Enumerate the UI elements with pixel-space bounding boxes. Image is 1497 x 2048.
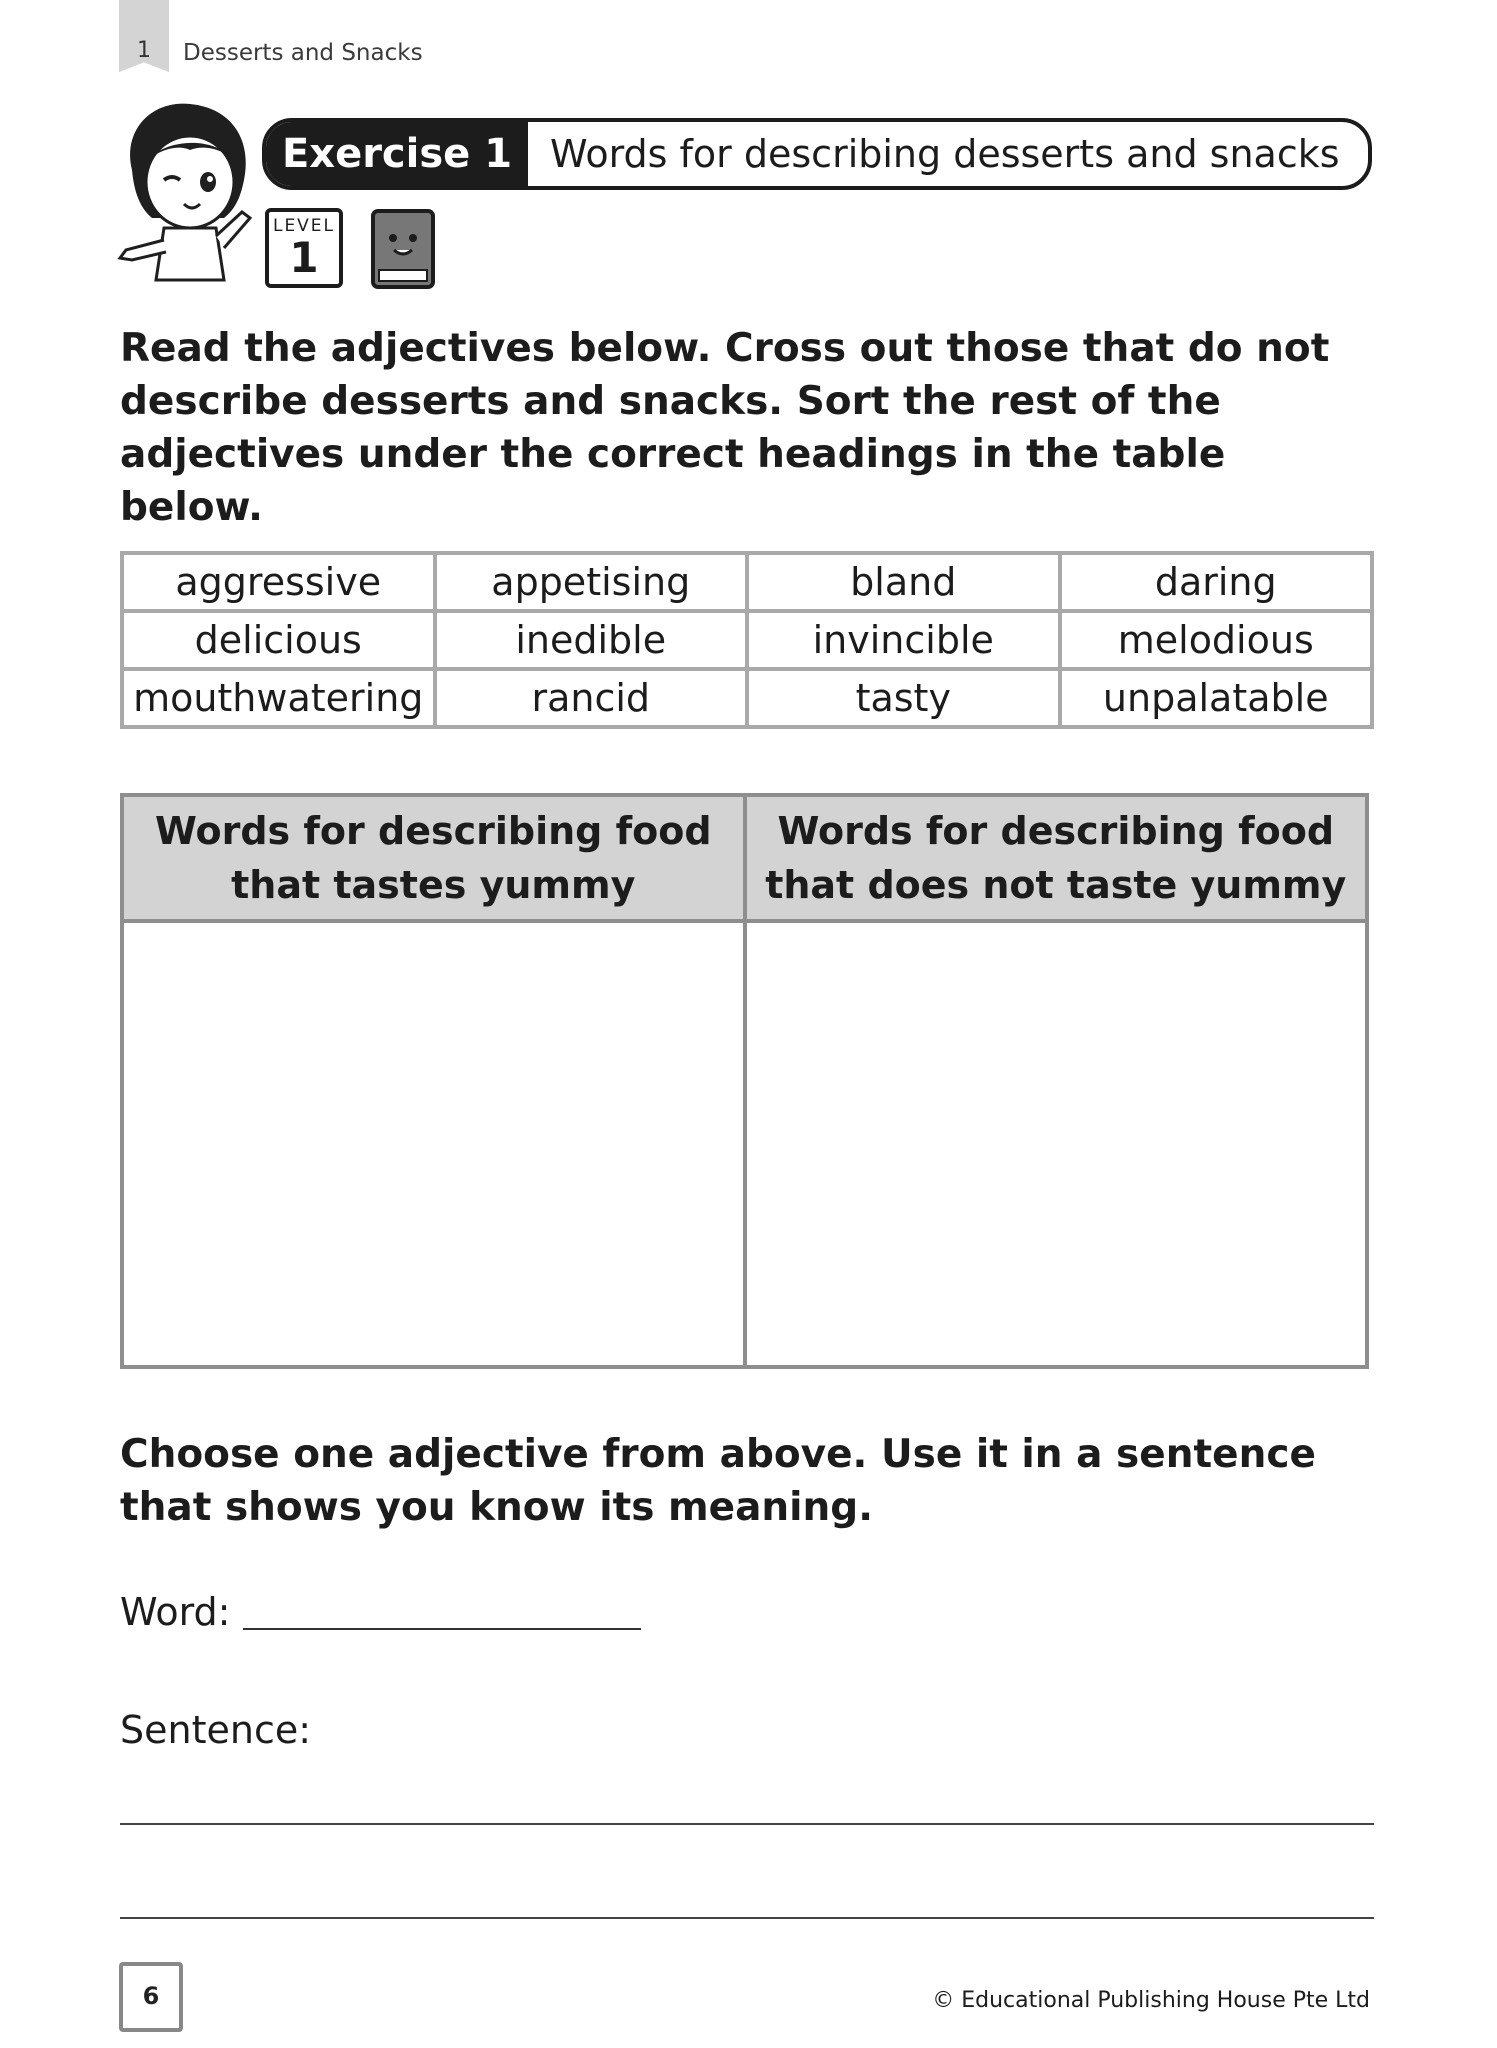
page-number: 6	[119, 1962, 183, 2032]
sort-table-header-row	[122, 795, 1367, 921]
word-grid-row	[122, 669, 1372, 727]
word-answer-line[interactable]	[243, 1628, 641, 1630]
book-icon	[370, 208, 436, 290]
adjective-word-grid	[120, 551, 1374, 729]
word-cell: aggressive	[122, 553, 435, 611]
word-grid-row	[122, 553, 1372, 611]
word-cell: inedible	[435, 611, 748, 669]
level-badge	[265, 208, 343, 288]
chapter-number: 1	[137, 38, 151, 63]
girl-mascot-illustration	[112, 100, 264, 290]
word-cell: bland	[747, 553, 1060, 611]
level-number: 1	[289, 233, 319, 282]
exercise-banner	[262, 118, 1372, 190]
word-label: Word:	[120, 1590, 231, 1634]
sentence-answer-line[interactable]	[120, 1917, 1374, 1919]
sorting-table	[120, 793, 1369, 1369]
header-yummy: Words for describing food that tastes yummy	[122, 795, 745, 921]
word-cell: tasty	[747, 669, 1060, 727]
sentence-answer-line[interactable]	[120, 1823, 1374, 1825]
sentence-label: Sentence:	[120, 1708, 312, 1752]
word-cell: daring	[1060, 553, 1373, 611]
word-cell: delicious	[122, 611, 435, 669]
instruction-text-2: Choose one adjective from above. Use it in a sentence that shows you know its meaning.	[120, 1432, 1316, 1530]
level-label: LEVEL	[272, 216, 336, 236]
exercise-title: Words for describing desserts and snacks	[550, 132, 1340, 176]
word-cell: mouthwatering	[122, 669, 435, 727]
sort-table-answer-row	[122, 921, 1367, 1367]
word-cell: unpalatable	[1060, 669, 1373, 727]
exercise-label: Exercise 1	[266, 122, 528, 186]
word-grid-row	[122, 611, 1372, 669]
word-cell: melodious	[1060, 611, 1373, 669]
answer-cell-not-yummy[interactable]	[745, 921, 1368, 1367]
answer-cell-yummy[interactable]	[122, 921, 745, 1367]
chapter-title: Desserts and Snacks	[183, 40, 423, 66]
header-not-yummy: Words for describing food that does not taste yummy	[745, 795, 1368, 921]
word-cell: appetising	[435, 553, 748, 611]
word-cell: invincible	[747, 611, 1060, 669]
word-cell: rancid	[435, 669, 748, 727]
copyright-text: © Educational Publishing House Pte Ltd	[932, 1988, 1370, 2013]
instruction-text: Read the adjectives below. Cross out those that do not describe desserts and snacks. Sort the rest of the adjectives under the correct headings in the table below.	[120, 326, 1330, 530]
